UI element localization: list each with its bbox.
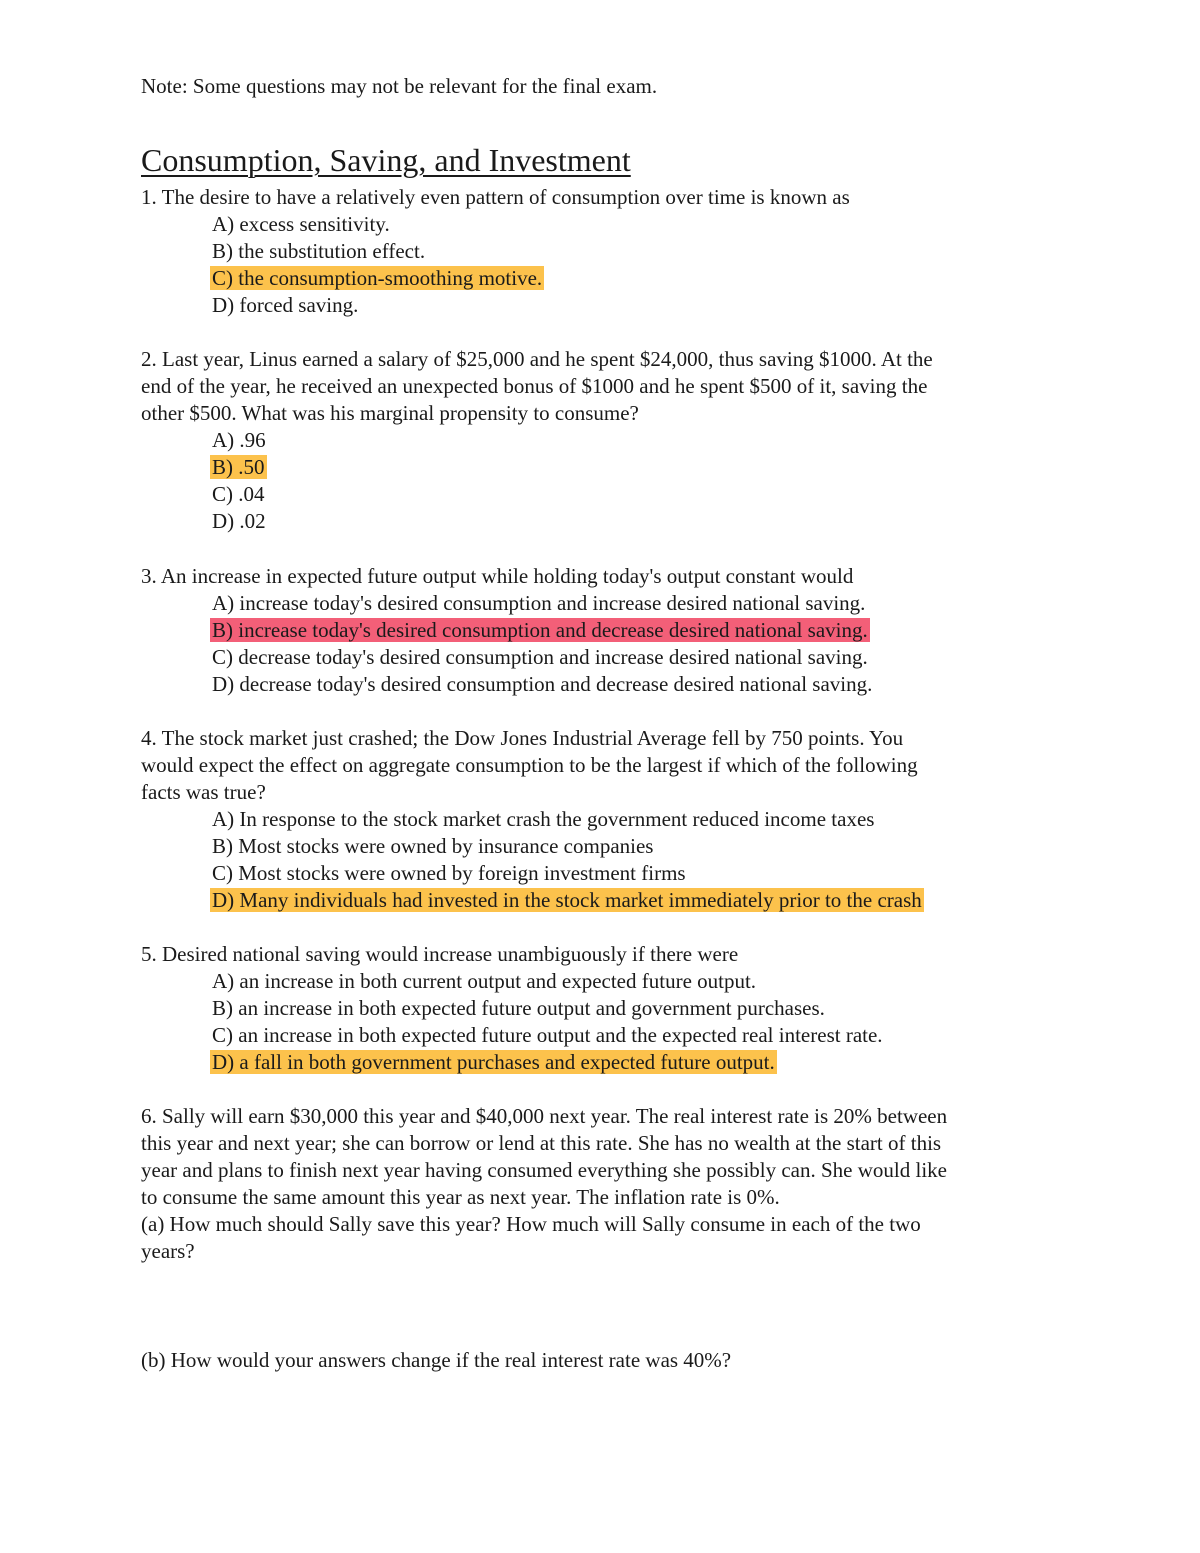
question-stem-line: other $500. What was his marginal propensity to consume?: [141, 401, 639, 425]
option-d: [141, 292, 1061, 319]
option-d: [141, 671, 1061, 698]
option-text: C) the consumption-smoothing motive.: [212, 266, 543, 290]
question-stem-line: 1. The desire to have a relatively even pattern of consumption over time is known as: [141, 185, 850, 209]
option-text: A) increase today's desired consumption and increase desired national saving.: [212, 591, 866, 615]
option-c: [141, 1022, 1061, 1049]
question-stem-line: this year and next year; she can borrow or lend at this rate. She has no wealth at the start of this: [141, 1131, 942, 1155]
option-b: [141, 238, 1061, 265]
option-d: [141, 508, 1061, 535]
option-text: C) an increase in both expected future output and the expected real interest rate.: [212, 1023, 883, 1047]
option-text: C) Most stocks were owned by foreign investment firms: [212, 861, 686, 885]
option-text: D) decrease today's desired consumption and decrease desired national saving.: [212, 672, 873, 696]
question-stem-line: year and plans to finish next year having consumed everything she possibly can. She would like: [141, 1158, 947, 1182]
option-text: A) an increase in both current output and expected future output.: [212, 969, 757, 993]
option-text: D) a fall in both government purchases and expected future output.: [212, 1050, 775, 1074]
section-title: Consumption, Saving, and Investment: [141, 142, 631, 178]
option-text: B) .50: [212, 455, 265, 479]
question-stem-line: 3. An increase in expected future output while holding today's output constant would: [141, 564, 854, 588]
option-text: A) .96: [212, 428, 266, 452]
option-text: A) excess sensitivity.: [212, 212, 390, 236]
question-4: [141, 725, 1061, 914]
option-a: [141, 968, 1061, 995]
option-b: [141, 833, 1061, 860]
question-6-part-b: [141, 1347, 1061, 1374]
option-text: B) increase today's desired consumption and decrease desired national saving.: [212, 618, 868, 642]
question-stem-line: would expect the effect on aggregate consumption to be the largest if which of the following: [141, 753, 918, 777]
option-b: [141, 995, 1061, 1022]
option-text: A) In response to the stock market crash the government reduced income taxes: [212, 807, 875, 831]
question-1: [141, 184, 1061, 319]
option-d-highlighted: [141, 1049, 1061, 1076]
question-stem-line: 4. The stock market just crashed; the Dow Jones Industrial Average fell by 750 points. You: [141, 726, 904, 750]
question-stem-line: 2. Last year, Linus earned a salary of $25,000 and he spent $24,000, thus saving $1000. At the: [141, 347, 933, 371]
option-text: B) Most stocks were owned by insurance companies: [212, 834, 654, 858]
question-stem-line: 5. Desired national saving would increase unambiguously if there were: [141, 942, 739, 966]
question-2: [141, 346, 1061, 535]
option-c-highlighted: [141, 265, 1061, 292]
question-stem-line: 6. Sally will earn $30,000 this year and $40,000 next year. The real interest rate is 20% between: [141, 1104, 948, 1128]
option-c: [141, 481, 1061, 508]
question-part-a-line: years?: [141, 1239, 195, 1263]
option-b-highlighted: [141, 454, 1061, 481]
question-stem-line: to consume the same amount this year as next year. The inflation rate is 0%.: [141, 1185, 780, 1209]
option-a: [141, 806, 1061, 833]
question-5: [141, 941, 1061, 1076]
option-a: [141, 590, 1061, 617]
exam-note: Note: Some questions may not be relevant for the final exam.: [141, 74, 658, 98]
question-6: [141, 1103, 1061, 1265]
option-text: D) forced saving.: [212, 293, 359, 317]
option-a: [141, 211, 1061, 238]
option-text: D) .02: [212, 509, 266, 533]
option-c: [141, 860, 1061, 887]
option-text: B) an increase in both expected future output and government purchases.: [212, 996, 825, 1020]
option-text: C) .04: [212, 482, 265, 506]
question-3: [141, 563, 1061, 698]
option-a: [141, 427, 1061, 454]
option-d-highlighted: [141, 887, 1061, 914]
option-text: D) Many individuals had invested in the stock market immediately prior to the crash: [212, 888, 922, 912]
option-b-highlighted: [141, 617, 1061, 644]
question-part-a-line: (a) How much should Sally save this year? How much will Sally consume in each of the two: [141, 1212, 921, 1236]
option-text: B) the substitution effect.: [212, 239, 426, 263]
question-stem-line: facts was true?: [141, 780, 266, 804]
option-c: [141, 644, 1061, 671]
question-stem-line: end of the year, he received an unexpected bonus of $1000 and he spent $500 of it, saving the: [141, 374, 928, 398]
option-text: C) decrease today's desired consumption and increase desired national saving.: [212, 645, 868, 669]
question-part-b-line: (b) How would your answers change if the real interest rate was 40%?: [141, 1348, 732, 1372]
